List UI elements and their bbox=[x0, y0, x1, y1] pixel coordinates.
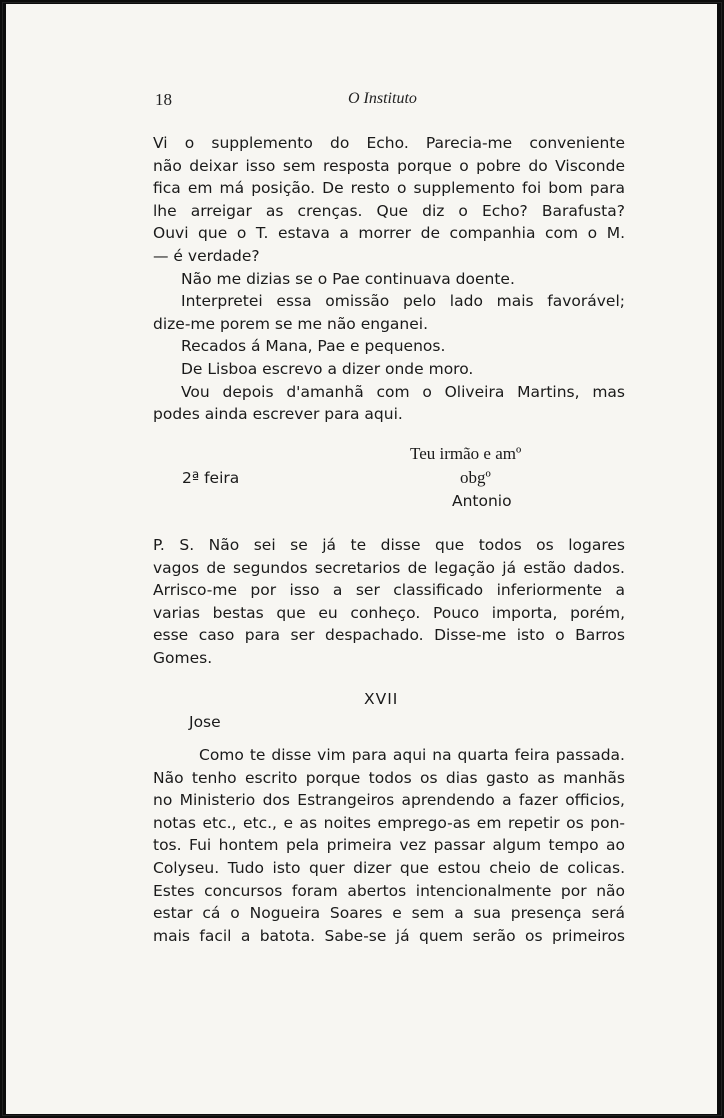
text-line: Gomes. bbox=[153, 648, 213, 667]
postscript bbox=[153, 534, 625, 670]
text-line: lhe arreigar as crenças. Que diz o Echo? Barafusta? bbox=[153, 201, 625, 220]
text-line: esse caso para ser despachado. Disse-me isto o Barros bbox=[153, 626, 625, 645]
text-line: De Lisboa escrevo a dizer onde moro. bbox=[181, 359, 474, 378]
running-title: O Instituto bbox=[348, 90, 417, 107]
text-line: vagos de segundos secretarios de legação já estão dados. bbox=[153, 558, 625, 577]
text-line: podes ainda escrever para aqui. bbox=[153, 405, 403, 424]
text-line: dize-me porem se me não enganei. bbox=[153, 314, 429, 333]
text-line: Vi o supplemento do Echo. Parecia-me conveniente bbox=[153, 134, 625, 152]
closing-line: Teu irmão e amº bbox=[410, 444, 522, 463]
text-line: não deixar isso sem resposta porque o pobre do Visconde bbox=[153, 156, 625, 175]
text-line: mais facil a batota. Sabe-se já quem serão os primeiros bbox=[153, 926, 625, 945]
page-number: 18 bbox=[155, 90, 172, 109]
text-line: tos. Fui hontem pela primeira vez passar algum tempo ao bbox=[153, 836, 625, 855]
text-line: Como te disse vim para aqui na quarta feira passada. bbox=[199, 746, 625, 764]
letter2-body bbox=[153, 744, 625, 947]
text-line: Não tenho escrito porque todos os dias gasto as manhãs bbox=[153, 768, 625, 787]
text-line: P. S. Não sei se já te disse que todos os logares bbox=[153, 536, 625, 554]
letter-number: XVII bbox=[364, 690, 399, 708]
letter1-body bbox=[153, 132, 625, 426]
signature: Antonio bbox=[452, 492, 512, 510]
text-line: estar cá o Nogueira Soares e sem a sua presença será bbox=[153, 904, 625, 923]
text-line: — é verdade? bbox=[153, 246, 260, 265]
closing-line: obgº bbox=[460, 468, 491, 487]
text-line: no Ministerio dos Estrangeiros aprendendo a fazer officios, bbox=[153, 791, 625, 810]
page-header bbox=[6, 90, 717, 114]
salutation: Jose bbox=[189, 713, 221, 731]
text-line: Recados á Mana, Pae e pequenos. bbox=[181, 337, 446, 356]
text-line: Ouvi que o T. estava a morrer de companhia com o M. bbox=[153, 224, 625, 243]
text-line: Estes concursos foram abertos intencionalmente por não bbox=[153, 881, 625, 900]
text-line: Colyseu. Tudo isto quer dizer que estou cheio de colicas. bbox=[153, 858, 625, 877]
text-line: Não me dizias se o Pae continuava doente. bbox=[181, 269, 515, 288]
text-line: Arrisco-me por isso a ser classificado inferiormente a bbox=[153, 581, 625, 600]
text-line: varias bestas que eu conheço. Pouco importa, porém, bbox=[153, 603, 625, 622]
text-line: fica em má posição. De resto o supplemento foi bom para bbox=[153, 179, 625, 198]
letter-date: 2ª feira bbox=[182, 469, 240, 487]
text-line: Interpretei essa omissão pelo lado mais favorável; bbox=[181, 292, 625, 311]
text-line: notas etc., etc., e as noites emprego-as em repetir os pon- bbox=[153, 813, 625, 832]
book-page bbox=[6, 4, 717, 1114]
text-line: Vou depois d'amanhã com o Oliveira Martins, mas bbox=[181, 382, 625, 401]
